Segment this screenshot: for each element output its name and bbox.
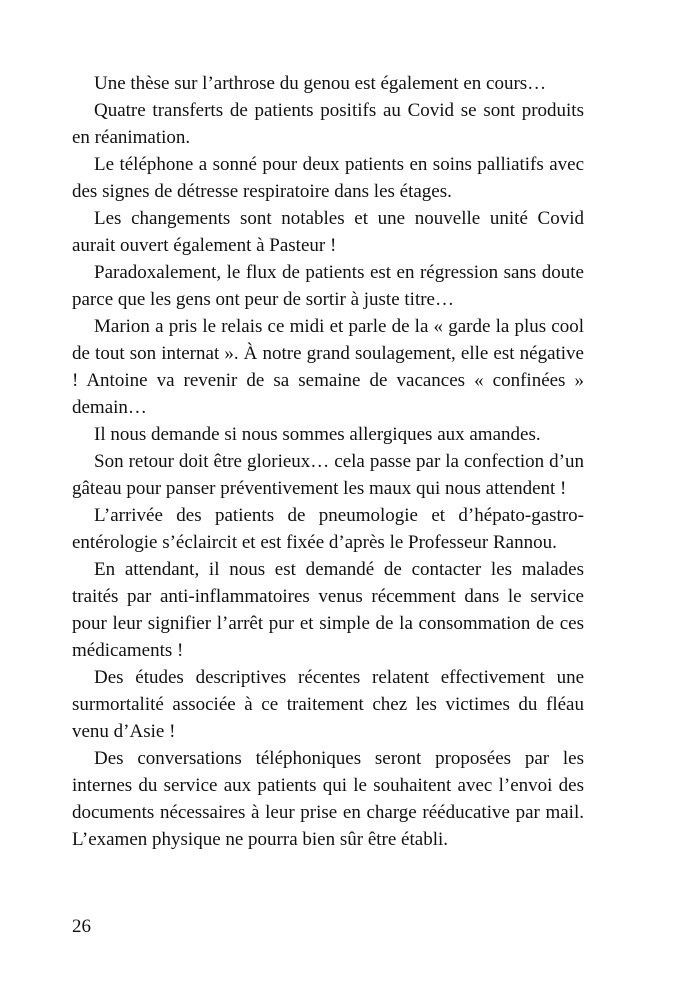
paragraph-12: Des conversations téléphoniques seront proposées par les internes du service aux patients qui le souhaitent avec l’envoi des documents nécessaires à leur prise en charge rééducative par mail. L’examen physique ne pourra bien sûr être établi.	[72, 748, 584, 850]
paragraph-9: L’arrivée des patients de pneumologie et d’hépato-gastro-entérologie s’éclaircit et est fixée d’après le Professeur Rannou.	[72, 505, 584, 553]
paragraph-7: Il nous demande si nous sommes allergiques aux amandes.	[94, 424, 541, 445]
paragraph-8: Son retour doit être glorieux… cela passe par la confection d’un gâteau pour panser préventivement les maux qui nous attendent !	[72, 451, 584, 499]
paragraph-4: Les changements sont notables et une nouvelle unité Covid aurait ouvert également à Pasteur !	[72, 208, 584, 256]
paragraph-5: Paradoxalement, le flux de patients est en régression sans doute parce que les gens ont peur de sortir à juste titre…	[72, 262, 584, 310]
paragraph-10: En attendant, il nous est demandé de contacter les malades traités par anti-inflammatoires venus récemment dans le service pour leur signifier l’arrêt pur et simple de la consommation de ces médicaments !	[72, 559, 584, 661]
paragraph-3: Le téléphone a sonné pour deux patients en soins palliatifs avec des signes de détresse respiratoire dans les étages.	[72, 154, 584, 202]
paragraph-11: Des études descriptives récentes relatent effectivement une surmortalité associée à ce traitement chez les victimes du fléau venu d’Asie !	[72, 667, 584, 742]
paragraph-1: Une thèse sur l’arthrose du genou est également en cours…	[94, 73, 547, 94]
page-body	[72, 70, 584, 853]
page-number: 26	[72, 916, 91, 937]
paragraph-2: Quatre transferts de patients positifs au Covid se sont produits en réanimation.	[72, 100, 584, 148]
paragraph-6: Marion a pris le relais ce midi et parle de la « garde la plus cool de tout son internat ». À notre grand soulagement, elle est négative ! Antoine va revenir de sa semaine de vacances « confinées » demain…	[72, 316, 584, 418]
